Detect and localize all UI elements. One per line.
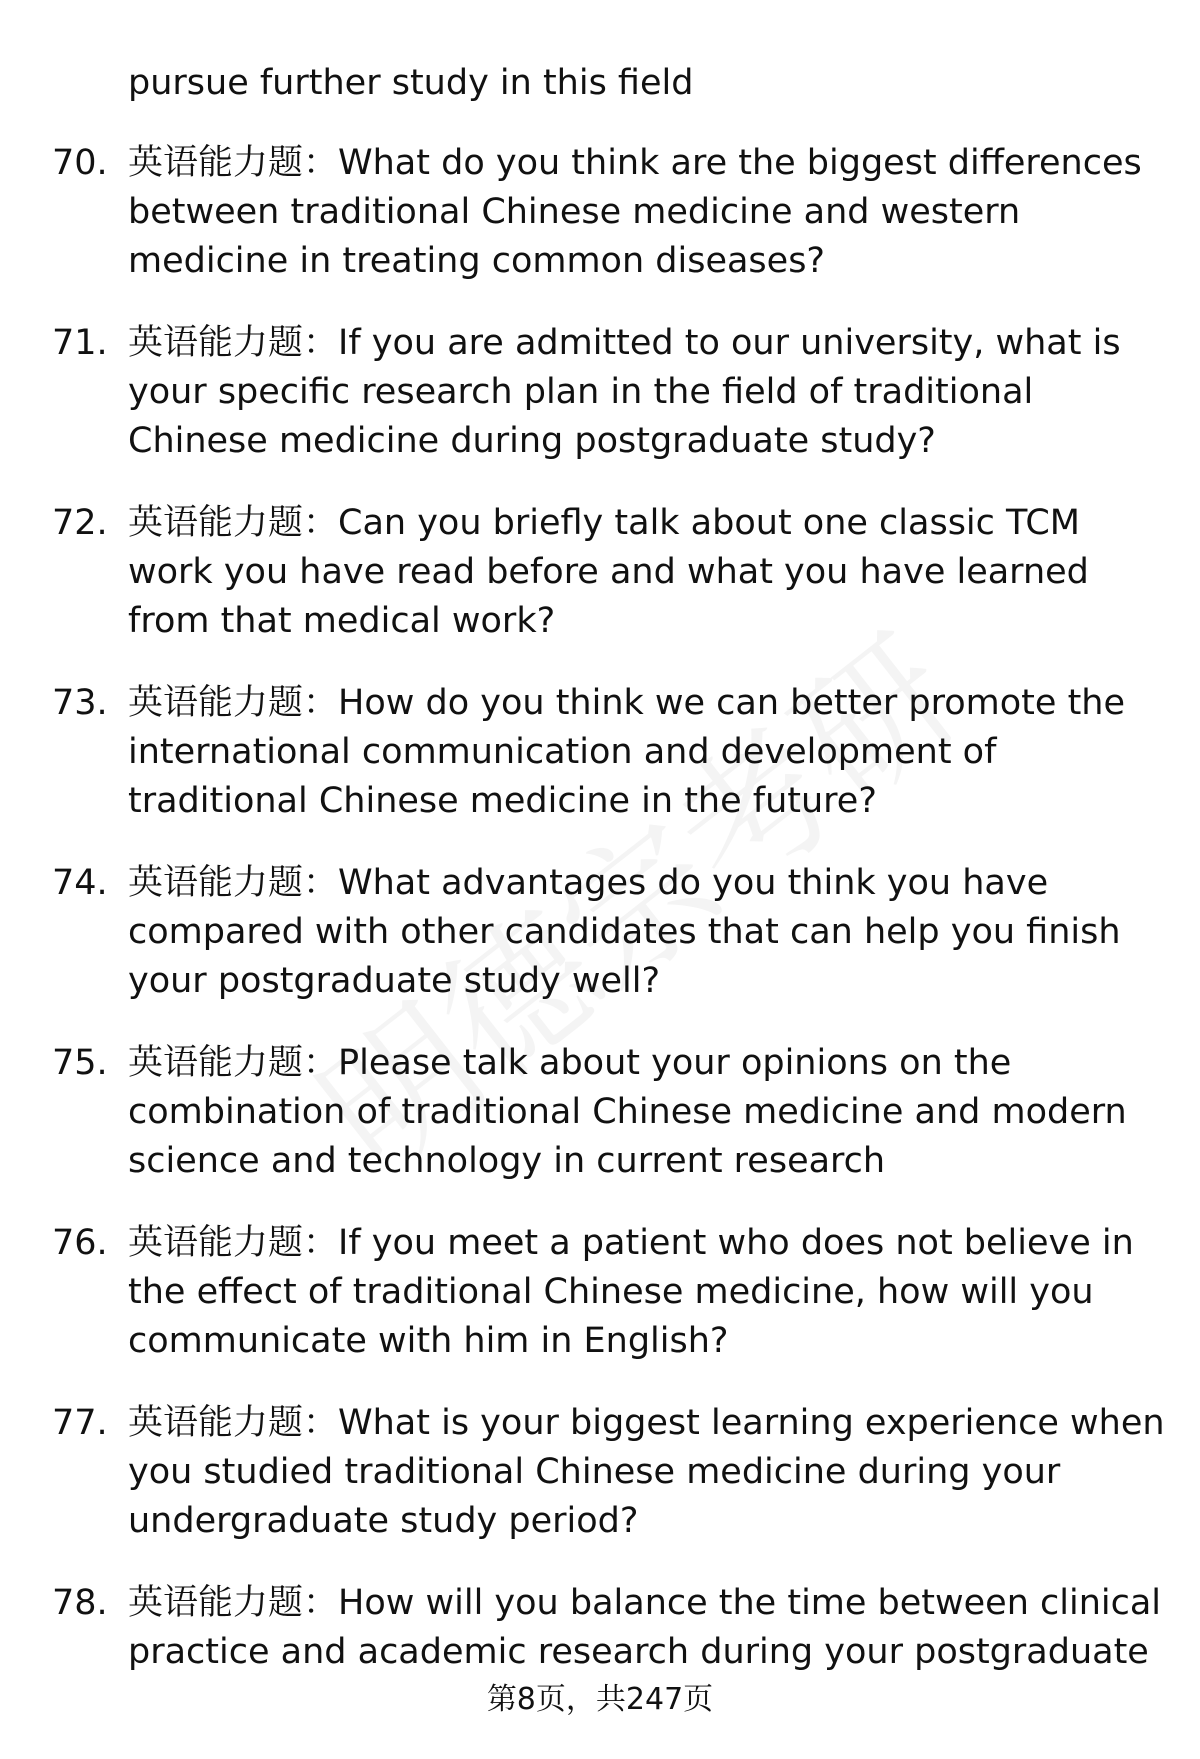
question-line-text: If you are admitted to our university, what is [338,323,1121,363]
question-line [128,679,1168,728]
question-line: traditional Chinese medicine in the future? [128,781,877,821]
question-line-text: What is your biggest learning experience when [338,1403,1165,1443]
question-text [128,1579,1168,1677]
question-tag: 英语能力题： [128,1043,339,1083]
question-text [128,319,1168,466]
question-number: 70. [52,143,108,183]
page-number-footer: 第8页，共247页 [486,1682,714,1717]
question-line: your specific research plan in the field of traditional [128,372,1034,412]
question-list [0,139,1200,1759]
question-tag: 英语能力题： [128,143,339,183]
question-line: combination of traditional Chinese medicine and modern [128,1092,1127,1132]
question-item [0,679,1200,859]
question-line: the effect of traditional Chinese medicine, how will you [128,1272,1094,1312]
question-line: from that medical work? [128,601,556,641]
question-number: 75. [52,1043,108,1083]
question-item [0,1399,1200,1579]
question-line [128,319,1168,368]
question-line: medicine in treating common diseases? [128,241,826,281]
question-line: compared with other candidates that can help you finish [128,912,1121,952]
question-item [0,859,1200,1039]
question-line: work you have read before and what you have learned [128,552,1089,592]
question-number: 76. [52,1223,108,1263]
question-line [128,139,1168,188]
question-line-text: What do you think are the biggest differences [338,143,1142,183]
question-item [0,499,1200,679]
question-text [128,859,1168,1006]
question-line: your postgraduate study well? [128,961,661,1001]
question-number: 73. [52,683,108,723]
question-item [0,1579,1200,1759]
question-line-text: How do you think we can better promote the [338,683,1126,723]
question-item [0,1219,1200,1399]
question-line: international communication and development of [128,732,997,772]
question-line: between traditional Chinese medicine and western [128,192,1021,232]
question-line [128,1219,1168,1268]
question-text [128,1219,1168,1366]
question-line-text: What advantages do you think you have [338,863,1049,903]
question-item [0,1039,1200,1219]
question-text [128,1039,1168,1186]
question-number: 74. [52,863,108,903]
question-item [0,139,1200,319]
question-item [0,319,1200,499]
question-line-text: How will you balance the time between clinical [338,1583,1162,1623]
question-tag: 英语能力题： [128,1583,339,1623]
question-tag: 英语能力题： [128,503,339,543]
question-text [128,139,1168,286]
question-tag: 英语能力题： [128,323,339,363]
question-text [128,499,1168,646]
question-line: communicate with him in English? [128,1321,729,1361]
question-line [128,859,1168,908]
question-tag: 英语能力题： [128,1223,339,1263]
question-line-text: If you meet a patient who does not believe in [338,1223,1134,1263]
continuation-text: pursue further study in this field [128,63,694,103]
question-line-text: Please talk about your opinions on the [338,1043,1012,1083]
question-text [128,679,1168,826]
question-number: 78. [52,1583,108,1623]
question-line: science and technology in current research [128,1141,886,1181]
question-tag: 英语能力题： [128,683,339,723]
question-text [128,1399,1168,1546]
question-number: 72. [52,503,108,543]
question-line [128,1579,1168,1628]
question-number: 71. [52,323,108,363]
question-line [128,1399,1168,1448]
question-line: undergraduate study period? [128,1501,639,1541]
question-line: Chinese medicine during postgraduate study? [128,421,936,461]
question-number: 77. [52,1403,108,1443]
question-line: you studied traditional Chinese medicine during your [128,1452,1061,1492]
question-tag: 英语能力题： [128,863,339,903]
question-line: practice and academic research during your postgraduate [128,1632,1149,1672]
question-line-text: Can you briefly talk about one classic TCM [338,503,1080,543]
question-tag: 英语能力题： [128,1403,339,1443]
question-line [128,499,1168,548]
question-line [128,1039,1168,1088]
